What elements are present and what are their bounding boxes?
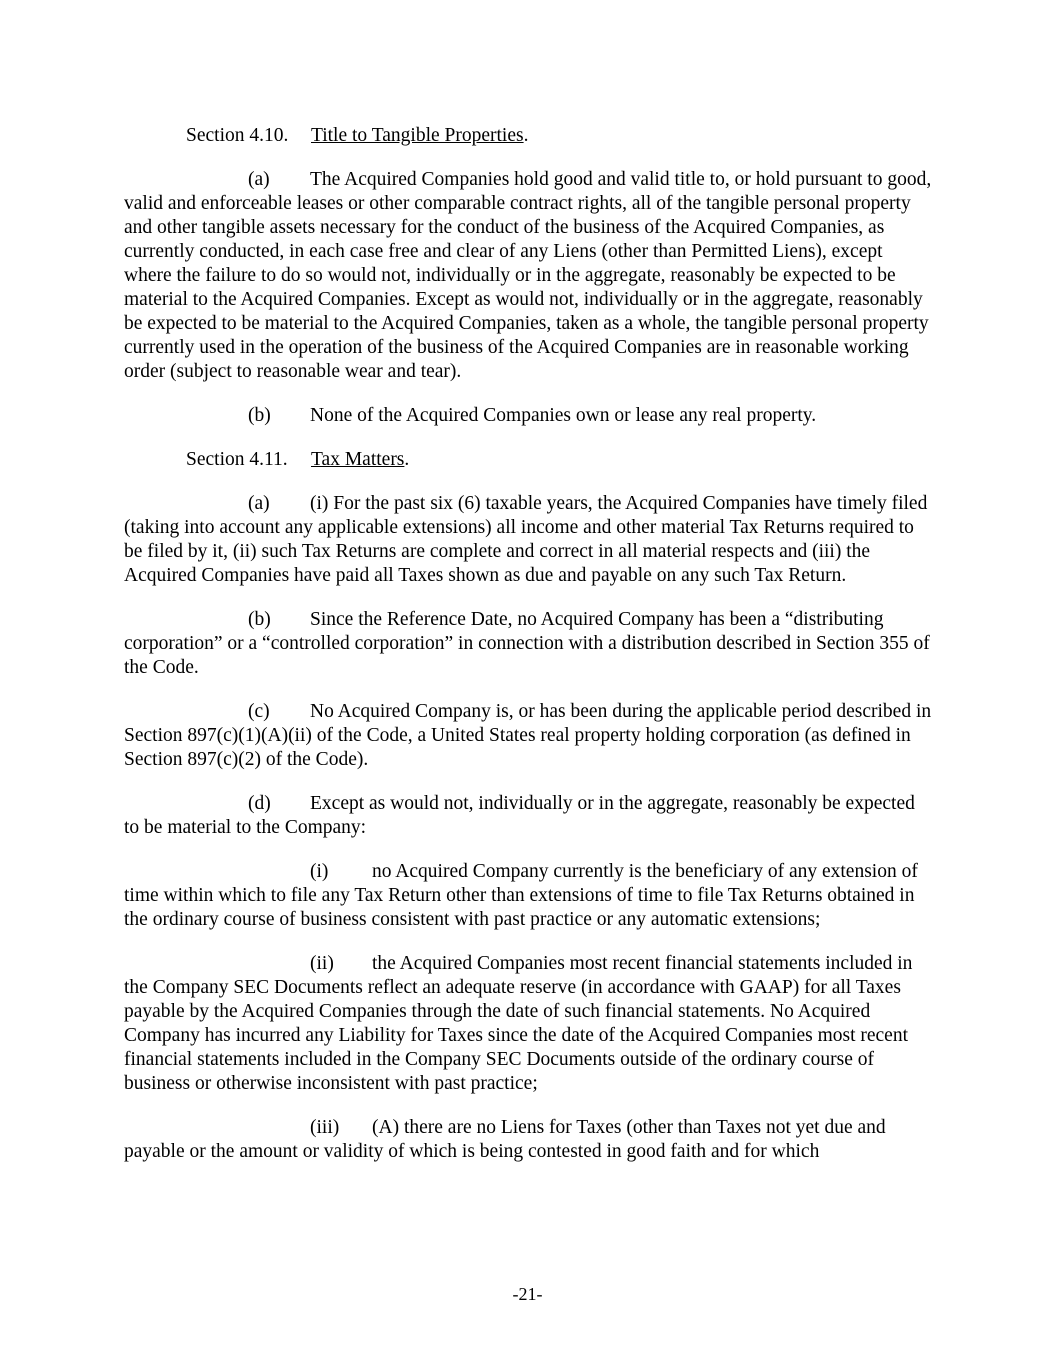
paragraph-text: The Acquired Companies hold good and valid title to, or hold pursuant to good, valid and enforceable leases or other comparable contract rights, all of the tangible personal property and other tangible assets necessary for the conduct of the business of the Acquired Companies, as currently conducted, in each case free and clear of any Liens (other than Permitted Liens), except where the failure to do so would not, individually or in the aggregate, reasonably be expected to be material to the Acquired Companies. Except as would not, individually or in the aggregate, reasonably be expected to be material to the Acquired Companies, taken as a whole, the tangible personal property currently used in the operation of the business of the Acquired Companies are in reasonable working order (subject to reasonable wear and tear). (124, 169, 932, 382)
paragraph-4-10-b (124, 404, 934, 428)
paragraph-label: (c) (248, 701, 270, 722)
page-number: -21- (512, 1284, 543, 1304)
section-number: Section 4.10. (186, 125, 289, 146)
section-4-10-heading (124, 124, 934, 148)
paragraph-text: the Acquired Companies most recent financial statements included in the Company SEC Documents reflect an adequate reserve (in accordance with GAAP) for all Taxes payable by the Acquired Companies through the date of such financial statements. No Acquired Company has incurred any Liability for Taxes since the date of the Acquired Companies most recent financial statements included in the Company SEC Documents outside of the ordinary course of business or otherwise inconsistent with past practice; (124, 953, 913, 1094)
section-title: Tax Matters (311, 449, 405, 470)
paragraph-label: (d) (248, 793, 271, 814)
paragraph-label: (b) (248, 609, 271, 630)
paragraph-text: Except as would not, individually or in the aggregate, reasonably be expected to be material to the Company: (124, 793, 915, 838)
paragraph-text: (i) For the past six (6) taxable years, the Acquired Companies have timely filed (taking into account any applicable extensions) all income and other material Tax Returns required to be filed by it, (ii) such Tax Returns are complete and correct in all material respects and (iii) the Acquired Companies have paid all Taxes shown as due and payable on any such Tax Return. (124, 493, 928, 586)
paragraph-4-10-a (124, 168, 934, 384)
paragraph-label: (a) (248, 493, 270, 514)
paragraph-text: None of the Acquired Companies own or lease any real property. (310, 405, 817, 426)
section-4-11-heading (124, 448, 934, 472)
paragraph-text: No Acquired Company is, or has been during the applicable period described in Section 897(c)(1)(A)(ii) of the Code, a United States real property holding corporation (as defined in Section 897(c)(2) of the Code). (124, 701, 932, 770)
paragraph-label: (i) (310, 861, 329, 882)
section-title-period: . (523, 125, 529, 146)
document-page (124, 124, 934, 1184)
paragraph-text: no Acquired Company currently is the beneficiary of any extension of time within which to file any Tax Return other than extensions of time to file Tax Returns obtained in the ordinary course of business consistent with past practice or any automatic extensions; (124, 861, 918, 930)
paragraph-text: (A) there are no Liens for Taxes (other than Taxes not yet due and payable or the amount or validity of which is being contested in good faith and for which (124, 1117, 886, 1162)
paragraph-label: (a) (248, 169, 270, 190)
section-title: Title to Tangible Properties (311, 125, 524, 146)
paragraph-label: (iii) (310, 1117, 340, 1138)
paragraph-label: (b) (248, 405, 271, 426)
paragraph-text: Since the Reference Date, no Acquired Company has been a “distributing corporation” or a “controlled corporation” in connection with a distribution described in Section 355 of the Code. (124, 609, 930, 678)
paragraph-4-11-b (124, 608, 934, 680)
paragraph-4-11-d-ii (124, 952, 934, 1096)
paragraph-4-11-d (124, 792, 934, 840)
section-number: Section 4.11. (186, 449, 288, 470)
paragraph-4-11-d-i (124, 860, 934, 932)
section-title-period: . (404, 449, 410, 470)
paragraph-label: (ii) (310, 953, 334, 974)
paragraph-4-11-a (124, 492, 934, 588)
paragraph-4-11-d-iii (124, 1116, 934, 1164)
paragraph-4-11-c (124, 700, 934, 772)
